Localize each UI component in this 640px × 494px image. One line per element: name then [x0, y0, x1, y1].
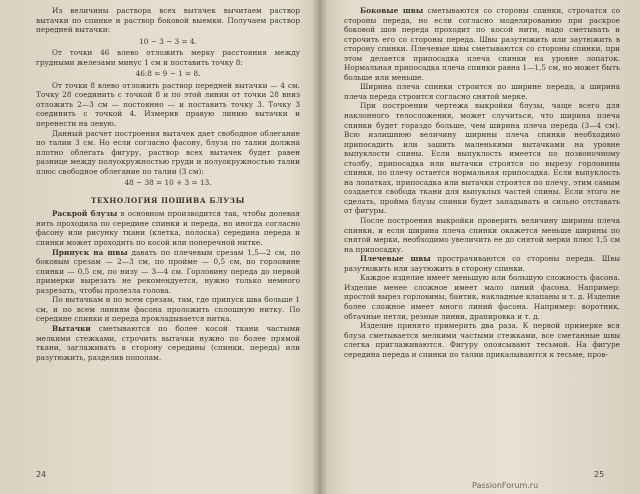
right-text-column [344, 6, 620, 359]
term-label: Раскрой блузы [52, 209, 118, 219]
paragraph [36, 324, 300, 362]
term-label: Плечевые швы [360, 254, 431, 264]
formula: 46:8 = 9 − 1 = 8. [135, 69, 201, 79]
paragraph-text: в основном производится так, чтобы долевая нить проходила по середине спинки и переда, но иногда согласно фасону или рисунку ткани (клетка, полоска) середина переда и спинки может проходить по косой или поперечной нитке. [36, 209, 300, 248]
paragraph-text: прострачиваются со стороны переда. Швы разутюжить или заутюжить в сторону спинки. [344, 254, 620, 273]
paragraph-text: давать по плечевым срезам 1,5—2 см, по боковым срезам — 2—3 см, по пройме — 0,5 см, по горловине спинки — 0,5 см, по низу — 3—4 см. Горловину переда до первой примерки вырезать не рекомендуется, нужно только немного разрезать, чтобы пролезла голова. [36, 247, 300, 295]
paragraph-text: сметываются со стороны спинки, строчатся со стороны переда, но если согласно моделированию при раскрое боковой шов переда проходит по косой нити, надо сметывать и строчить его со стороны переда. Швы разутюжить или заутюжить в сторону спинки. Плечевые швы сметываются со стороны спинки, при этом делается припосадка плеча спинки на уровне лопаток. Нормальная припосадка плеча спинки равна 1—1,5 см, но может быть больше или меньше. [344, 6, 620, 82]
paragraph [344, 254, 620, 273]
left-page [0, 0, 316, 494]
paragraph: Из величины раствора всех вытачек вычитаем раствор вытачки по спинке и раствор боковой выемки. Получаем раствор передней вытачки: [36, 6, 300, 35]
watermark: PassionForum.ru [472, 481, 539, 490]
paragraph: Каждое изделие имеет меньшую или большую сложность фасона. Изделие менее сложное имеет мало линий фасона. Например: простой вырез горловины, бантик, накладные клапаны и т. д. Изделие более сложное имеет много линий фасона. Например: воротник, обтачные петли, резные линии, драпировка и т. д. [344, 273, 620, 321]
paragraph: По вытачкам и по всем срезам, там, где припуск шва больше 1 см, и по всем линиям фасона проложить сплошную нитку. По середине спинки и переда прокладывается нитка. [36, 295, 300, 324]
right-page [324, 0, 640, 494]
formula: 48 − 38 = 10 + 3 = 13. [124, 178, 212, 188]
paragraph-text: сметываются по более косой ткани частыми мелкими стежками, строчить вытачки нужно по более прямой ткани, заглаживать в сторону середины (спинки, переда) или разутюжить, разделив пополам. [36, 323, 300, 362]
paragraph: При построении чертежа выкройки блузы, чаще всего для наклонного телосложения, может случиться, что ширина плеча спинки будет гораздо больше, чем ширина плеча переда (3—4 см). Всю излишнюю величину ширины плеча спинки необходимо припосадить или зашить маленькими вытачками на уровне выпуклости спины. Если выпуклость имеется по позвоночному столбу, припосадка или вытачки строятся по вырезу горловины спинки, по плечу остается нормальная припосадка. Если выпуклость на лопатках, припосадка или вытачки строятся по плечу, этим самым создается свобода ткани для выпуклых частей спины. Если этого не сделать, пройма блузы спинки будет западывать и сильно отставать от фигуры. [344, 101, 620, 216]
paragraph [36, 209, 300, 247]
paragraph: Ширина плеча спинки строится по ширине переда, а ширина плеча переда строится согласно снятой мерке. [344, 82, 620, 101]
paragraph: Изделие принято примерить два раза. К первой примерке вся блуза сметывается мелкими частыми стежками, все сметанные швы слегка приглаживаются. Фигуру опоясывают тесьмой. На фигуре середина переда и спинки по талии прикалываются к тесьме, пров- [344, 321, 620, 359]
paragraph [344, 6, 620, 82]
paragraph: После построения выкройки проверить величину ширины плеча спинки, и если ширина плеча спинки окажется меньше ширины по снятой мерки, необходимо увеличить ее до снятой мерки плюс 1,5 см на припосадку. [344, 216, 620, 254]
left-text-column [36, 6, 300, 362]
paragraph: От точки 8 влево отложить раствор передней вытачки — 4 см. Точку 28 соединить с точкой 8 и по этой линии от точки 28 вниз отложить 2—3 см — постоянно — и поставить точку 3. Точку 3 соединить с точкой 4. Измерив правую линию вытачки и перенести на левую. [36, 80, 300, 129]
paragraph [36, 248, 300, 296]
section-heading: ТЕХНОЛОГИЯ ПОШИВА БЛУЗЫ [90, 195, 246, 205]
term-label: Вытачки [52, 323, 91, 333]
formula: 10 − 3 − 3 = 4. [139, 36, 197, 46]
term-label: Припуск на швы [52, 247, 128, 257]
paragraph: Данный расчет построения вытачек дает свободное облегание по талии 3 см. Но если согласно фасону, блуза по талии должна плотно облегать фигуру, раствор всех вытачек будет равен разнице между полуокружностью груди и полуокружностью талии плюс свободное облегание по талии (3 см): [36, 128, 300, 176]
page-number: 24 [36, 470, 47, 479]
term-label: Боковые швы [360, 6, 424, 15]
page-number: 25 [594, 470, 605, 479]
paragraph: От точки 46 влево отложить мерку расстояния между грудными железами минус 1 см и поставить точку 8: [36, 48, 300, 67]
